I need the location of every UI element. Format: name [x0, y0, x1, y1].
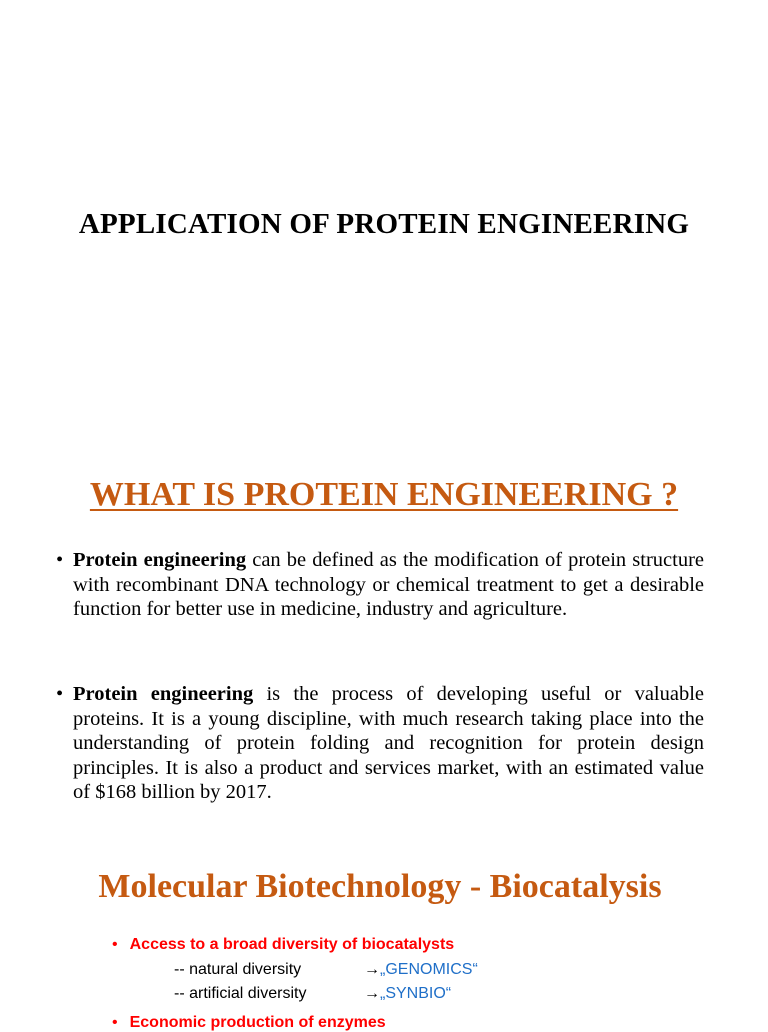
main-title: APPLICATION OF PROTEIN ENGINEERING [78, 208, 690, 240]
biocatalysis-item-2 [112, 1014, 386, 1032]
definition-bullet-1 [56, 548, 704, 622]
arrow-right-icon: → [364, 961, 380, 978]
row-label: -- artificial diversity [174, 985, 307, 1002]
bullet-marker: • [112, 1014, 118, 1031]
row-label: -- natural diversity [174, 961, 302, 978]
row-value: „SYNBIO“ [380, 985, 452, 1002]
bullet-term: Protein engineering [73, 549, 247, 571]
bullet-text: is the process of developing useful or valuable proteins. It is a young discipline, with much research taking place into the understanding of protein folding and recognition for protein design principles. It is also a product and services market, with an estimated value of $168 billion by 2017. [73, 683, 705, 803]
row-value: „GENOMICS“ [380, 961, 478, 978]
item-text: Access to a broad diversity of biocatalysts [129, 936, 455, 953]
bullet-term: Protein engineering [73, 683, 254, 705]
slide-title [0, 0, 768, 460]
diversity-row-artificial [174, 985, 451, 1003]
bullet-text: can be defined as the modification of protein structure with recombinant DNA technology or chemical treatment to get a desirable function for better use in medicine, industry and agriculture. [73, 549, 705, 620]
slide-definition [0, 460, 768, 840]
definition-heading: WHAT IS PROTEIN ENGINEERING ? [89, 476, 679, 513]
definition-bullet-2 [56, 682, 704, 805]
slide-biocatalysis [0, 840, 768, 1031]
bullet-marker: • [56, 683, 64, 705]
diversity-row-natural [174, 961, 478, 979]
biocatalysis-heading: Molecular Biotechnology - Biocatalysis [98, 868, 662, 905]
item-text: Economic production of enzymes [129, 1014, 386, 1031]
bullet-marker: • [56, 549, 64, 571]
bullet-marker: • [112, 936, 118, 953]
biocatalysis-item-1 [112, 936, 454, 954]
arrow-right-icon: → [364, 985, 380, 1002]
